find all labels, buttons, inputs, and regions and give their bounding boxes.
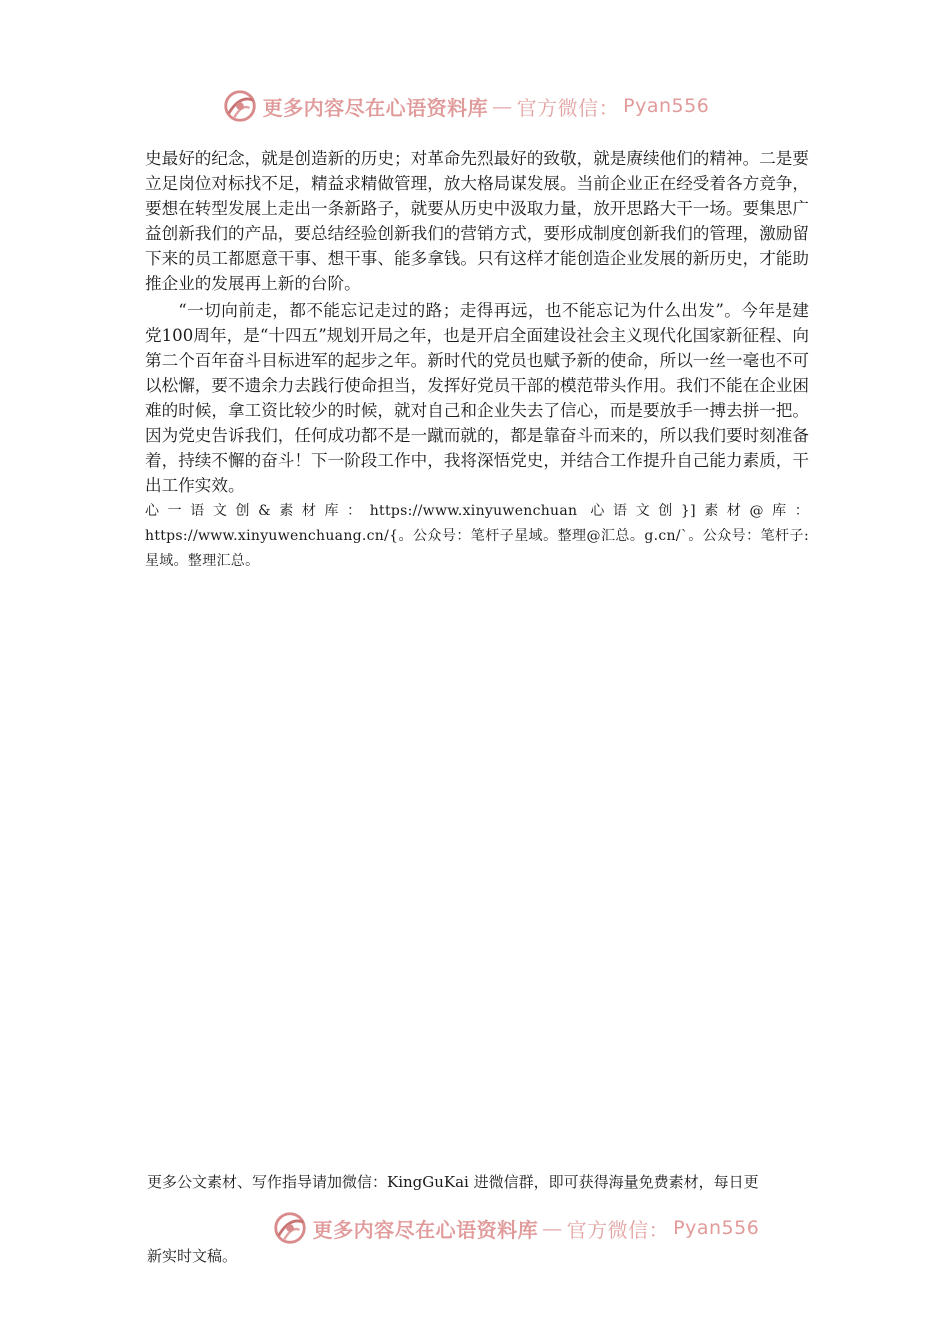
footer-banner-wechat-label: 官方微信：	[566, 1217, 670, 1242]
paragraph-1: 史最好的纪念，就是创造新的历史；对革命先烈最好的致敬，就是赓续他们的精神。二是要立足岗位对标找不足，精益求精做管理，放大格局谋发展。当前企业正在经受着各方竞争，要想在转型发展上走出一条新路子，就要从历史中汲取力量，放开思路大干一场。要集思广益创新我们的产品，要总结经验创新我们的营销方式，要形成制度创新我们的管理，激励留下来的员工都愿意干事、想干事、能多拿钱。只有这样才能创造企业发展的新历史，才能助推企业的发展再上新的台阶。	[145, 149, 809, 293]
footer-banner-title: 更多内容尽在心语资料库	[312, 1217, 539, 1242]
footer-line-1: 更多公文素材、写作指导请加微信：KingGuKai 进微信群，即可获得海量免费素材，每日更	[147, 1173, 759, 1191]
paragraph-2: “一切向前走，都不能忘记走过的路；走得再远，也不能忘记为什么出发”。今年是建党100周年，是“十四五”规划开局之年，也是开启全面建设社会主义现代化国家新征程、向第二个百年奋斗目标进军的起步之年。新时代的党员也赋予新的使命，所以一丝一毫也不可以松懈，要不遗余力去践行使命担当，发挥好党员干部的模范带头作用。我们不能在企业困难的时候，拿工资比较少的时候，就对自己和企业失去了信心，而是要放手一搏去拼一把。因为党史告诉我们，任何成功都不是一蹴而就的，都是靠奋斗而来的，所以我们要时刻准备着，持续不懈的奋斗！下一阶段工作中，我将深悟党史，并结合工作提升自己能力素质，干出工作实效。	[145, 301, 809, 495]
footer-line-2: 新实时文稿。	[147, 1247, 238, 1265]
watermark-text: 心一语文创&素材库：https://www.xinyuwenchuan 心语文创}]素材@库：https://www.xinyuwenchuang.cn/{。公众号：笔杆子星域。整理@汇总。g.cn/`。公众号：笔杆子:星域。整理汇总。	[145, 503, 809, 569]
swirl-logo-icon	[221, 87, 259, 125]
header-banner-wechat-label: 官方微信：	[516, 95, 620, 120]
header-banner-dash: —	[492, 94, 513, 118]
header-banner-title: 更多内容尽在心语资料库	[262, 95, 489, 120]
footer-banner-dash: —	[542, 1216, 563, 1240]
document-body	[145, 146, 809, 574]
header-banner-inner	[221, 87, 710, 125]
footer-banner-wechat-id: Pyan556	[673, 1217, 760, 1239]
header-banner	[0, 84, 940, 128]
swirl-logo-icon	[271, 1209, 309, 1247]
header-banner-wechat-id: Pyan556	[623, 95, 710, 117]
footer-banner-inner	[271, 1209, 760, 1247]
